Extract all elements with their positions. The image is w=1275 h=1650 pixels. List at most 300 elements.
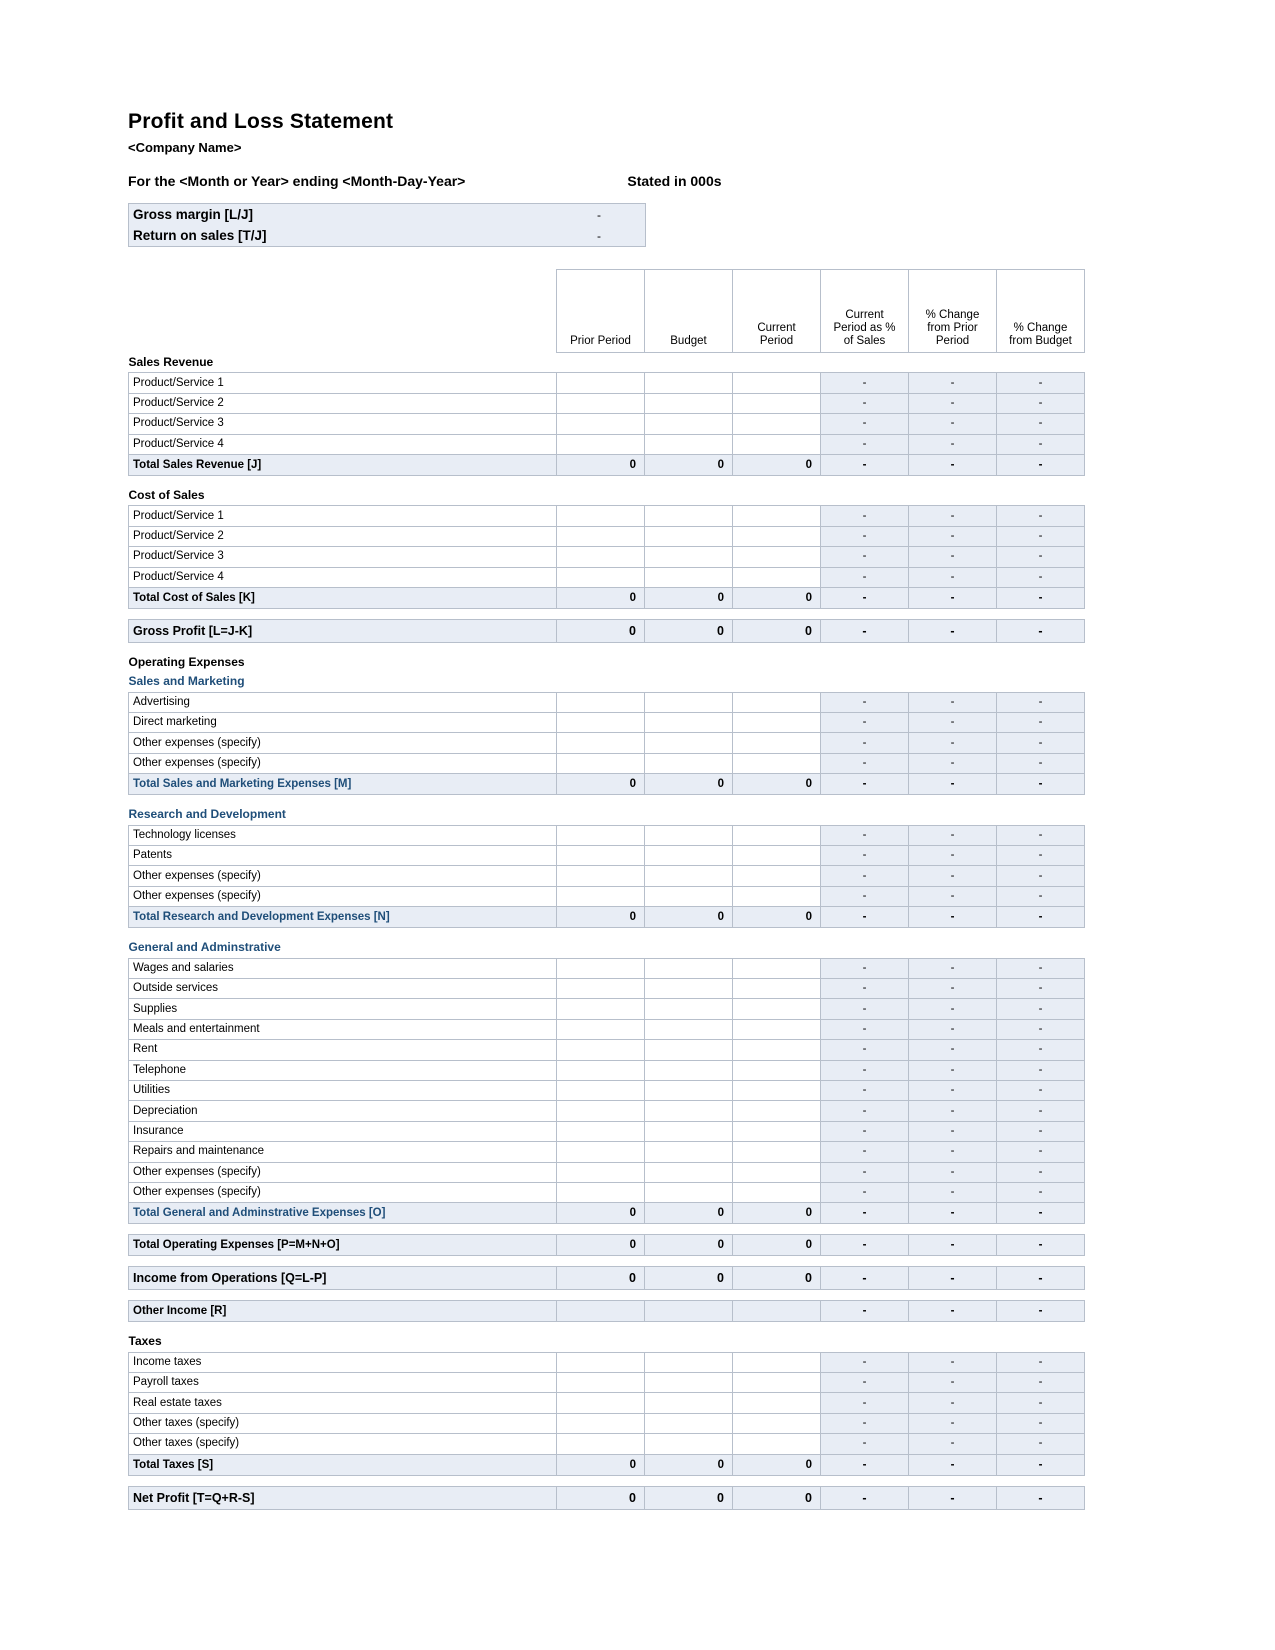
total-percent-cell: -: [997, 1267, 1085, 1290]
total-percent-cell: -: [909, 1301, 997, 1322]
spacer-row: [129, 608, 1085, 619]
row-percent-cell: -: [997, 1019, 1085, 1039]
row-value-cell[interactable]: [645, 753, 733, 773]
header-change-from-budget: [997, 270, 1085, 353]
table-row[interactable]: [129, 958, 1085, 978]
total-percent-cell: -: [909, 774, 997, 795]
table-row[interactable]: [129, 526, 1085, 546]
table-row[interactable]: [129, 846, 1085, 866]
row-percent-cell: -: [821, 506, 909, 526]
row-label: Wages and salaries: [129, 958, 557, 978]
section-heading-label: Sales Revenue: [128, 355, 214, 370]
row-percent-cell: -: [821, 434, 909, 454]
row-value-cell[interactable]: [557, 567, 645, 587]
total-percent-cell: -: [909, 587, 997, 608]
row-value-cell[interactable]: [645, 1413, 733, 1433]
row-value-cell[interactable]: [645, 506, 733, 526]
row-value-cell[interactable]: [557, 526, 645, 546]
row-percent-cell: -: [997, 393, 1085, 413]
row-percent-cell: -: [909, 846, 997, 866]
row-percent-cell: -: [909, 958, 997, 978]
row-percent-cell: -: [821, 753, 909, 773]
row-value-cell[interactable]: [557, 373, 645, 393]
total-percent-cell: -: [997, 587, 1085, 608]
section-heading: [129, 486, 1085, 506]
row-value-cell[interactable]: [557, 1373, 645, 1393]
gross-margin-label: Gross margin [L/J]: [133, 207, 254, 222]
row-label: Product/Service 3: [129, 547, 557, 567]
spacer-cell: [129, 475, 1085, 486]
row-label: Technology licenses: [129, 825, 557, 845]
row-percent-cell: -: [997, 692, 1085, 712]
row-percent-cell: -: [909, 1019, 997, 1039]
total-value-cell: 0: [557, 774, 645, 795]
row-value-cell[interactable]: [557, 886, 645, 906]
row-percent-cell: -: [821, 1182, 909, 1202]
row-percent-cell: -: [909, 526, 997, 546]
row-percent-cell: -: [909, 733, 997, 753]
table-row[interactable]: [129, 1434, 1085, 1454]
total-value-cell: 0: [645, 774, 733, 795]
row-value-cell[interactable]: [557, 692, 645, 712]
row-value-cell[interactable]: [733, 1352, 821, 1372]
table-row[interactable]: [129, 1413, 1085, 1433]
row-label: Other taxes (specify): [129, 1413, 557, 1433]
row-value-cell[interactable]: [557, 1393, 645, 1413]
row-value-cell[interactable]: [557, 1040, 645, 1060]
row-value-cell[interactable]: [733, 567, 821, 587]
row-percent-cell: -: [909, 393, 997, 413]
row-label: Product/Service 2: [129, 526, 557, 546]
total-row: [129, 1454, 1085, 1475]
row-value-cell[interactable]: [645, 886, 733, 906]
spacer-cell: [129, 1322, 1085, 1333]
table-row[interactable]: [129, 733, 1085, 753]
row-percent-cell: -: [821, 1040, 909, 1060]
table-row[interactable]: [129, 825, 1085, 845]
page-title: Profit and Loss Statement: [128, 110, 394, 133]
row-value-cell[interactable]: [557, 753, 645, 773]
row-label: Other expenses (specify): [129, 866, 557, 886]
total-percent-cell: -: [909, 1203, 997, 1224]
row-percent-cell: -: [909, 978, 997, 998]
row-value-cell[interactable]: [557, 1434, 645, 1454]
row-value-cell[interactable]: [733, 1393, 821, 1413]
row-value-cell[interactable]: [645, 1434, 733, 1454]
row-label: Direct marketing: [129, 713, 557, 733]
row-percent-cell: -: [909, 1121, 997, 1141]
row-value-cell[interactable]: [733, 547, 821, 567]
total-value-cell: [645, 1301, 733, 1322]
row-percent-cell: -: [821, 886, 909, 906]
total-percent-cell: -: [909, 1454, 997, 1475]
row-percent-cell: -: [909, 1373, 997, 1393]
row-value-cell[interactable]: [733, 978, 821, 998]
row-percent-cell: -: [997, 1101, 1085, 1121]
row-value-cell[interactable]: [645, 526, 733, 546]
row-value-cell[interactable]: [733, 373, 821, 393]
table-row[interactable]: [129, 1040, 1085, 1060]
row-value-cell[interactable]: [645, 393, 733, 413]
section-heading-label: Operating Expenses: [128, 655, 245, 670]
row-value-cell[interactable]: [733, 886, 821, 906]
row-value-cell[interactable]: [645, 1393, 733, 1413]
row-percent-cell: -: [909, 1040, 997, 1060]
row-value-cell[interactable]: [645, 999, 733, 1019]
row-percent-cell: -: [997, 999, 1085, 1019]
row-percent-cell: -: [909, 434, 997, 454]
row-percent-cell: -: [997, 1434, 1085, 1454]
row-value-cell[interactable]: [645, 1101, 733, 1121]
row-value-cell[interactable]: [645, 567, 733, 587]
row-percent-cell: -: [997, 1393, 1085, 1413]
table-row[interactable]: [129, 547, 1085, 567]
row-value-cell[interactable]: [733, 526, 821, 546]
table-row[interactable]: [129, 1352, 1085, 1372]
table-row[interactable]: [129, 1142, 1085, 1162]
total-percent-cell: -: [997, 1203, 1085, 1224]
row-value-cell[interactable]: [733, 999, 821, 1019]
row-percent-cell: -: [821, 978, 909, 998]
row-label: Depreciation: [129, 1101, 557, 1121]
row-label: Product/Service 1: [129, 373, 557, 393]
total-percent-cell: -: [821, 619, 909, 642]
row-value-cell[interactable]: [645, 713, 733, 733]
row-value-cell[interactable]: [733, 1019, 821, 1039]
row-value-cell[interactable]: [733, 713, 821, 733]
ratio-row-return-on-sales: [129, 225, 645, 246]
total-value-cell: 0: [733, 454, 821, 475]
total-value-cell: 0: [733, 587, 821, 608]
row-percent-cell: -: [821, 1352, 909, 1372]
section-heading: [129, 353, 1085, 373]
row-value-cell[interactable]: [557, 1142, 645, 1162]
row-percent-cell: -: [997, 825, 1085, 845]
total-row-label: Total Taxes [S]: [129, 1454, 557, 1475]
total-value-cell: 0: [557, 619, 645, 642]
row-percent-cell: -: [821, 373, 909, 393]
header-blank: [129, 270, 557, 353]
total-percent-cell: -: [821, 1454, 909, 1475]
row-percent-cell: -: [997, 547, 1085, 567]
row-value-cell[interactable]: [557, 1121, 645, 1141]
row-value-cell[interactable]: [557, 547, 645, 567]
row-percent-cell: -: [997, 1121, 1085, 1141]
row-value-cell[interactable]: [645, 434, 733, 454]
header-current-period: [733, 270, 821, 353]
row-value-cell[interactable]: [733, 1373, 821, 1393]
row-value-cell[interactable]: [645, 1080, 733, 1100]
section-heading: [129, 672, 1085, 692]
row-percent-cell: -: [909, 1352, 997, 1372]
row-value-cell[interactable]: [645, 1121, 733, 1141]
row-percent-cell: -: [997, 1182, 1085, 1202]
total-percent-cell: -: [821, 1235, 909, 1256]
row-percent-cell: -: [997, 958, 1085, 978]
total-row: [129, 619, 1085, 642]
row-value-cell[interactable]: [645, 846, 733, 866]
total-value-cell: 0: [733, 774, 821, 795]
total-percent-cell: -: [821, 1203, 909, 1224]
row-percent-cell: -: [997, 1373, 1085, 1393]
row-value-cell[interactable]: [733, 1080, 821, 1100]
row-percent-cell: -: [997, 526, 1085, 546]
total-row-label: Total General and Adminstrative Expenses [O]: [129, 1203, 557, 1224]
table-body: [129, 353, 1085, 1510]
spacer-cell: [129, 928, 1085, 939]
header-cpp-line1: % Change: [925, 309, 980, 321]
total-value-cell: 0: [733, 1267, 821, 1290]
table-row[interactable]: [129, 1080, 1085, 1100]
row-value-cell[interactable]: [557, 1080, 645, 1100]
table-row[interactable]: [129, 1019, 1085, 1039]
table-row[interactable]: [129, 999, 1085, 1019]
row-value-cell[interactable]: [645, 866, 733, 886]
row-percent-cell: -: [997, 1080, 1085, 1100]
row-value-cell[interactable]: [557, 506, 645, 526]
row-value-cell[interactable]: [733, 393, 821, 413]
total-value-cell: 0: [557, 907, 645, 928]
row-value-cell[interactable]: [733, 1182, 821, 1202]
row-value-cell[interactable]: [645, 1019, 733, 1039]
row-label: Income taxes: [129, 1352, 557, 1372]
row-value-cell[interactable]: [733, 434, 821, 454]
spacer-row: [129, 928, 1085, 939]
row-percent-cell: -: [909, 567, 997, 587]
row-percent-cell: -: [997, 373, 1085, 393]
row-value-cell[interactable]: [733, 1040, 821, 1060]
row-value-cell[interactable]: [557, 434, 645, 454]
row-label: Product/Service 4: [129, 434, 557, 454]
row-value-cell[interactable]: [645, 978, 733, 998]
row-percent-cell: -: [821, 1413, 909, 1433]
row-value-cell[interactable]: [645, 373, 733, 393]
row-value-cell[interactable]: [733, 866, 821, 886]
row-value-cell[interactable]: [733, 414, 821, 434]
total-row: [129, 1235, 1085, 1256]
header-prior-period: [557, 270, 645, 353]
row-label: Payroll taxes: [129, 1373, 557, 1393]
row-value-cell[interactable]: [645, 1060, 733, 1080]
total-row: [129, 1267, 1085, 1290]
row-percent-cell: -: [909, 414, 997, 434]
row-value-cell[interactable]: [733, 1101, 821, 1121]
row-percent-cell: -: [821, 1121, 909, 1141]
row-label: Other expenses (specify): [129, 753, 557, 773]
row-value-cell[interactable]: [645, 1373, 733, 1393]
row-label: Repairs and maintenance: [129, 1142, 557, 1162]
row-percent-cell: -: [909, 373, 997, 393]
row-label: Outside services: [129, 978, 557, 998]
table-row[interactable]: [129, 886, 1085, 906]
row-value-cell[interactable]: [645, 733, 733, 753]
table-row[interactable]: [129, 1182, 1085, 1202]
table-row[interactable]: [129, 692, 1085, 712]
row-value-cell[interactable]: [645, 1142, 733, 1162]
row-value-cell[interactable]: [557, 958, 645, 978]
row-percent-cell: -: [997, 1413, 1085, 1433]
total-percent-cell: -: [997, 907, 1085, 928]
table-row[interactable]: [129, 1101, 1085, 1121]
row-percent-cell: -: [997, 886, 1085, 906]
row-value-cell[interactable]: [733, 1060, 821, 1080]
row-percent-cell: -: [997, 506, 1085, 526]
row-value-cell[interactable]: [557, 414, 645, 434]
total-row: [129, 907, 1085, 928]
row-value-cell[interactable]: [557, 1101, 645, 1121]
row-value-cell[interactable]: [733, 846, 821, 866]
total-percent-cell: -: [821, 1267, 909, 1290]
row-value-cell[interactable]: [733, 753, 821, 773]
table-row[interactable]: [129, 393, 1085, 413]
row-value-cell[interactable]: [557, 393, 645, 413]
total-value-cell: 0: [645, 587, 733, 608]
row-percent-cell: -: [997, 434, 1085, 454]
table-row[interactable]: [129, 978, 1085, 998]
total-value-cell: 0: [733, 619, 821, 642]
spacer-row: [129, 1475, 1085, 1486]
table-row[interactable]: [129, 1393, 1085, 1413]
row-value-cell[interactable]: [645, 1352, 733, 1372]
row-value-cell[interactable]: [557, 978, 645, 998]
section-heading-label: General and Adminstrative: [128, 940, 281, 955]
row-value-cell[interactable]: [557, 713, 645, 733]
row-percent-cell: -: [997, 1352, 1085, 1372]
row-value-cell[interactable]: [733, 1121, 821, 1141]
table-row[interactable]: [129, 753, 1085, 773]
total-percent-cell: -: [909, 619, 997, 642]
total-percent-cell: -: [821, 1486, 909, 1509]
row-percent-cell: -: [821, 825, 909, 845]
total-row: [129, 1301, 1085, 1322]
total-value-cell: 0: [733, 1235, 821, 1256]
section-heading-label: Taxes: [128, 1334, 162, 1349]
row-value-cell[interactable]: [645, 958, 733, 978]
row-percent-cell: -: [821, 1101, 909, 1121]
total-row-label: Total Cost of Sales [K]: [129, 587, 557, 608]
spacer-cell: [129, 1224, 1085, 1235]
spacer-cell: [129, 795, 1085, 806]
header-budget-line1: Budget: [670, 335, 707, 347]
row-percent-cell: -: [997, 567, 1085, 587]
total-value-cell: 0: [645, 1203, 733, 1224]
total-row: [129, 587, 1085, 608]
section-heading-label: Cost of Sales: [128, 488, 205, 503]
row-label: Other taxes (specify): [129, 1434, 557, 1454]
row-value-cell[interactable]: [557, 846, 645, 866]
row-percent-cell: -: [909, 713, 997, 733]
row-value-cell[interactable]: [557, 733, 645, 753]
table-row[interactable]: [129, 1060, 1085, 1080]
row-value-cell[interactable]: [557, 999, 645, 1019]
table-row[interactable]: [129, 434, 1085, 454]
row-value-cell[interactable]: [557, 1352, 645, 1372]
row-percent-cell: -: [997, 1162, 1085, 1182]
row-value-cell[interactable]: [645, 825, 733, 845]
row-percent-cell: -: [821, 1019, 909, 1039]
row-value-cell[interactable]: [645, 547, 733, 567]
table-row[interactable]: [129, 713, 1085, 733]
table-row[interactable]: [129, 1121, 1085, 1141]
row-value-cell[interactable]: [645, 1162, 733, 1182]
header-current-period-line2: Period: [759, 335, 794, 347]
total-value-cell: 0: [645, 907, 733, 928]
period-row: [128, 173, 1088, 189]
row-value-cell[interactable]: [733, 825, 821, 845]
row-value-cell[interactable]: [557, 1413, 645, 1433]
row-percent-cell: -: [909, 866, 997, 886]
total-value-cell: 0: [557, 1454, 645, 1475]
row-percent-cell: -: [909, 547, 997, 567]
row-percent-cell: -: [909, 753, 997, 773]
row-value-cell[interactable]: [733, 1142, 821, 1162]
row-value-cell[interactable]: [733, 692, 821, 712]
table-row[interactable]: [129, 506, 1085, 526]
row-percent-cell: -: [909, 1080, 997, 1100]
statement-content: [128, 110, 1088, 1510]
row-percent-cell: -: [821, 526, 909, 546]
total-percent-cell: -: [821, 907, 909, 928]
spacer-row: [129, 475, 1085, 486]
row-value-cell[interactable]: [645, 692, 733, 712]
row-value-cell[interactable]: [557, 1060, 645, 1080]
row-percent-cell: -: [997, 1142, 1085, 1162]
row-value-cell[interactable]: [645, 1182, 733, 1202]
header-cpos-line1: Current: [845, 309, 884, 321]
return-on-sales-label: Return on sales [T/J]: [133, 228, 267, 243]
row-value-cell[interactable]: [733, 1434, 821, 1454]
row-label: Patents: [129, 846, 557, 866]
row-value-cell[interactable]: [645, 414, 733, 434]
total-row-label: Total Sales and Marketing Expenses [M]: [129, 774, 557, 795]
row-value-cell[interactable]: [733, 1162, 821, 1182]
table-row[interactable]: [129, 866, 1085, 886]
table-row[interactable]: [129, 1162, 1085, 1182]
row-value-cell[interactable]: [733, 958, 821, 978]
row-value-cell[interactable]: [733, 506, 821, 526]
row-value-cell[interactable]: [557, 1162, 645, 1182]
row-percent-cell: -: [821, 713, 909, 733]
row-value-cell[interactable]: [557, 866, 645, 886]
table-row[interactable]: [129, 567, 1085, 587]
row-value-cell[interactable]: [733, 1413, 821, 1433]
section-heading-label: Research and Development: [128, 807, 286, 822]
table-row[interactable]: [129, 414, 1085, 434]
row-percent-cell: -: [997, 866, 1085, 886]
total-percent-cell: -: [997, 774, 1085, 795]
total-value-cell: [557, 1301, 645, 1322]
row-percent-cell: -: [909, 999, 997, 1019]
row-percent-cell: -: [821, 1434, 909, 1454]
ratio-row-gross-margin: [129, 204, 645, 225]
total-percent-cell: -: [909, 1235, 997, 1256]
table-row[interactable]: [129, 373, 1085, 393]
row-percent-cell: -: [821, 692, 909, 712]
total-row: [129, 454, 1085, 475]
table-row[interactable]: [129, 1373, 1085, 1393]
row-label: Other expenses (specify): [129, 1182, 557, 1202]
header-cpos-line2: Period as %: [833, 322, 896, 334]
row-value-cell[interactable]: [645, 1040, 733, 1060]
row-value-cell[interactable]: [557, 1019, 645, 1039]
row-percent-cell: -: [821, 733, 909, 753]
total-value-cell: 0: [733, 907, 821, 928]
row-percent-cell: -: [821, 393, 909, 413]
row-value-cell[interactable]: [557, 1182, 645, 1202]
row-value-cell[interactable]: [557, 825, 645, 845]
row-value-cell[interactable]: [733, 733, 821, 753]
header-current-period-line1: Current: [757, 322, 796, 334]
